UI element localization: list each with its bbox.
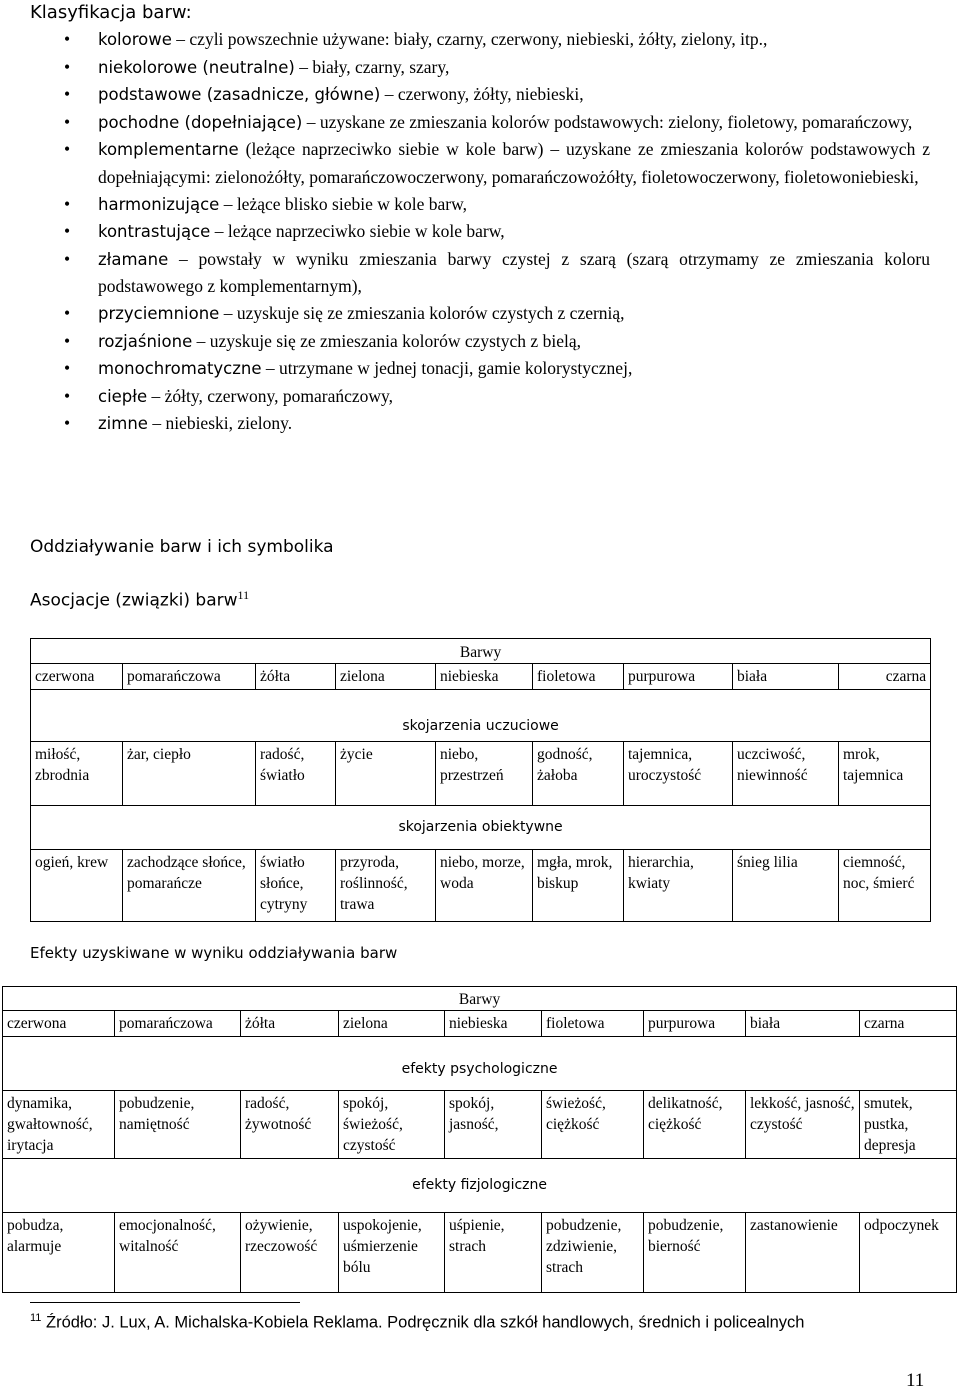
table-cell: dynamika, gwałtowność, irytacja — [3, 1091, 115, 1159]
table-cell: spokój, jasność, — [445, 1091, 542, 1159]
table-cell: ciemność, noc, śmierć — [839, 850, 931, 922]
table-cell: życie — [336, 742, 436, 806]
list-item-term: monochromatyczne — [98, 359, 262, 379]
table-cell: fioletowa — [533, 664, 624, 690]
table-cell: zielona — [339, 1011, 445, 1037]
table-cell: pomarańczowa — [115, 1011, 241, 1037]
table-cell: uśpienie, strach — [445, 1213, 542, 1293]
bullet-icon: • — [64, 358, 71, 379]
classification-heading: Klasyfikacja barw: — [30, 2, 192, 23]
table-cell: pobudzenie, zdziwienie, strach — [542, 1213, 644, 1293]
table-cell: ogień, krew — [31, 850, 123, 922]
table-row — [3, 1091, 957, 1159]
table-cell: niebieska — [436, 664, 533, 690]
table-cell: pobudza, alarmuje — [3, 1213, 115, 1293]
list-item-term: niekolorowe (neutralne) — [98, 57, 295, 77]
list-item-text: – utrzymane w jednej tonacji, gamie kolorystycznej, — [261, 358, 633, 379]
effects-table — [2, 986, 957, 1293]
table-cell: zielona — [336, 664, 436, 690]
classification-list — [0, 26, 960, 438]
list-item-term: rozjaśnione — [98, 331, 193, 351]
bullet-icon: • — [64, 413, 71, 434]
table-cell: śnieg lilia — [733, 850, 839, 922]
table-cell: niebieska — [445, 1011, 542, 1037]
table-cell: radość, światło — [256, 742, 336, 806]
table-cell: światło słońce, cytryny — [256, 850, 336, 922]
table-cell: fioletowa — [542, 1011, 644, 1037]
table-cell: niebo, przestrzeń — [436, 742, 533, 806]
table-row — [31, 742, 931, 806]
footnote-reference: 11 — [237, 588, 250, 602]
table-cell: odpoczynek — [860, 1213, 957, 1293]
list-item — [0, 191, 960, 219]
list-item-text: – czyli powszechnie używane: biały, czarny, czerwony, niebieski, żółty, zielony, itp., — [171, 29, 768, 49]
bullet-icon: • — [64, 330, 71, 351]
table-cell: mgła, mrok, biskup — [533, 850, 624, 922]
list-item-term: komplementarne — [98, 140, 239, 160]
list-item-text: – uzyskuje się ze zmieszania kolorów czystych z czernią, — [219, 302, 625, 323]
table-cell: miłość, zbrodnia — [31, 742, 123, 806]
list-item — [0, 218, 960, 246]
footnote-divider — [30, 1302, 300, 1303]
table-cell: żółta — [241, 1011, 339, 1037]
table-row — [3, 1213, 957, 1293]
list-item-text: – biały, czarny, szary, — [294, 56, 450, 77]
footnote-mark: 11 — [30, 1312, 42, 1324]
bullet-icon: • — [64, 29, 71, 49]
table-cell: czarna — [839, 664, 931, 690]
list-item — [0, 355, 960, 383]
table-row — [31, 850, 931, 922]
list-item-text: – leżące naprzeciwko siebie w kole barw, — [210, 221, 505, 242]
bullet-icon: • — [64, 193, 71, 214]
list-item-term: zimne — [98, 414, 148, 434]
table-cell: świeżość, ciężkość — [542, 1091, 644, 1159]
table-cell: tajemnica, uroczystość — [624, 742, 733, 806]
table-cell: zachodzące słońce, pomarańcze — [123, 850, 256, 922]
list-item-text: – niebieski, zielony. — [147, 413, 293, 434]
list-item — [0, 300, 960, 328]
table-cell: smutek, pustka, depresja — [860, 1091, 957, 1159]
table-cell: niebo, morze, woda — [436, 850, 533, 922]
table-cell: żar, ciepło — [123, 742, 256, 806]
table-header: Barwy — [31, 639, 931, 664]
symbolism-heading: Oddziaływanie barw i ich symbolika — [30, 537, 334, 557]
table-header: Barwy — [3, 987, 957, 1011]
table-cell: uspokojenie, uśmierzenie bólu — [339, 1213, 445, 1293]
table-row — [3, 1011, 957, 1037]
footnote-text: Źródło: J. Lux, A. Michalska-Kobiela Reklama. Podręcznik dla szkół handlowych, średnich i policealnych — [46, 1313, 805, 1332]
table-cell: godność, żałoba — [533, 742, 624, 806]
associations-heading — [30, 588, 249, 611]
table-row — [31, 664, 931, 690]
table-cell: purpurowa — [644, 1011, 746, 1037]
list-item — [0, 54, 960, 82]
table-cell: ożywienie, rzeczowość — [241, 1213, 339, 1293]
table-cell: pobudzenie, bierność — [644, 1213, 746, 1293]
list-item — [0, 26, 960, 54]
list-item-text: – żółty, czerwony, pomarańczowy, — [147, 385, 393, 406]
list-item — [0, 383, 960, 411]
bullet-icon: • — [64, 385, 71, 406]
list-item — [0, 246, 960, 300]
table-cell: pobudzenie, namiętność — [115, 1091, 241, 1159]
table-cell: żółta — [256, 664, 336, 690]
table-cell: pomarańczowa — [123, 664, 256, 690]
table-cell: przyroda, roślinność, trawa — [336, 850, 436, 922]
section-label: efekty psychologiczne — [3, 1037, 957, 1091]
bullet-icon: • — [64, 84, 71, 105]
bullet-icon: • — [64, 139, 71, 160]
table-cell: emocjonalność, witalność — [115, 1213, 241, 1293]
table-cell: czerwona — [31, 664, 123, 690]
page-number: 11 — [906, 1370, 925, 1391]
list-item — [0, 328, 960, 356]
table-cell: radość, żywotność — [241, 1091, 339, 1159]
list-item-term: kontrastujące — [98, 222, 211, 242]
bullet-icon: • — [64, 248, 71, 269]
table-cell: mrok, tajemnica — [839, 742, 931, 806]
list-item-term: podstawowe (zasadnicze, główne) — [98, 85, 381, 105]
bullet-icon: • — [64, 302, 71, 323]
list-item-term: pochodne (dopełniające) — [98, 112, 303, 132]
list-item-term: kolorowe — [98, 30, 172, 49]
bullet-icon: • — [64, 111, 71, 132]
section-label: skojarzenia obiektywne — [31, 806, 931, 850]
associations-heading-text: Asocjacje (związki) barw — [30, 590, 238, 611]
table-cell: delikatność, ciężkość — [644, 1091, 746, 1159]
list-item-text: – uzyskuje się ze zmieszania kolorów czystych z bielą, — [192, 330, 581, 351]
list-item-term: ciepłe — [98, 386, 148, 406]
list-item — [0, 136, 960, 190]
bullet-icon: • — [64, 56, 71, 77]
table-cell: biała — [733, 664, 839, 690]
section-label: skojarzenia uczuciowe — [31, 690, 931, 742]
list-item-text: – czerwony, żółty, niebieski, — [380, 84, 584, 105]
table-cell: uczciwość, niewinność — [733, 742, 839, 806]
list-item — [0, 410, 960, 438]
list-item-text: – leżące blisko siebie w kole barw, — [219, 193, 467, 214]
list-item-text: – uzyskane ze zmieszania kolorów podstawowych: zielony, fioletowy, pomarańczowy, — [302, 111, 913, 132]
table-cell: hierarchia, kwiaty — [624, 850, 733, 922]
list-item-text: (leżące naprzeciwko siebie w kole barw) – uzyskane ze zmieszania kolorów podstawowych z dopełniającymi: zielonożółty, pomarańczowoczerwony, pomarańczowożółty, fioletowoczerwony, fioletowoniebieski, — [98, 139, 930, 187]
table-cell: zastanowienie — [746, 1213, 860, 1293]
list-item — [0, 81, 960, 109]
table-cell: lekkość, jasność, czystość — [746, 1091, 860, 1159]
table-cell: purpurowa — [624, 664, 733, 690]
table-cell: spokój, świeżość, czystość — [339, 1091, 445, 1159]
list-item-text: – powstały w wyniku zmieszania barwy czystej z szarą (szarą otrzymamy ze zmieszania koloru podstawowego z komplementarnym), — [98, 248, 930, 297]
list-item-term: złamane — [98, 249, 169, 269]
list-item — [0, 109, 960, 137]
list-item-term: harmonizujące — [98, 194, 220, 214]
list-item-term: przyciemnione — [98, 303, 220, 323]
bullet-icon: • — [64, 221, 71, 242]
footnote — [30, 1312, 804, 1333]
table-cell: czarna — [860, 1011, 957, 1037]
section-label: efekty fizjologiczne — [3, 1159, 957, 1213]
table-cell: biała — [746, 1011, 860, 1037]
effects-heading: Efekty uzyskiwane w wyniku oddziaływania barw — [30, 944, 398, 962]
table-cell: czerwona — [3, 1011, 115, 1037]
associations-table — [30, 638, 931, 922]
